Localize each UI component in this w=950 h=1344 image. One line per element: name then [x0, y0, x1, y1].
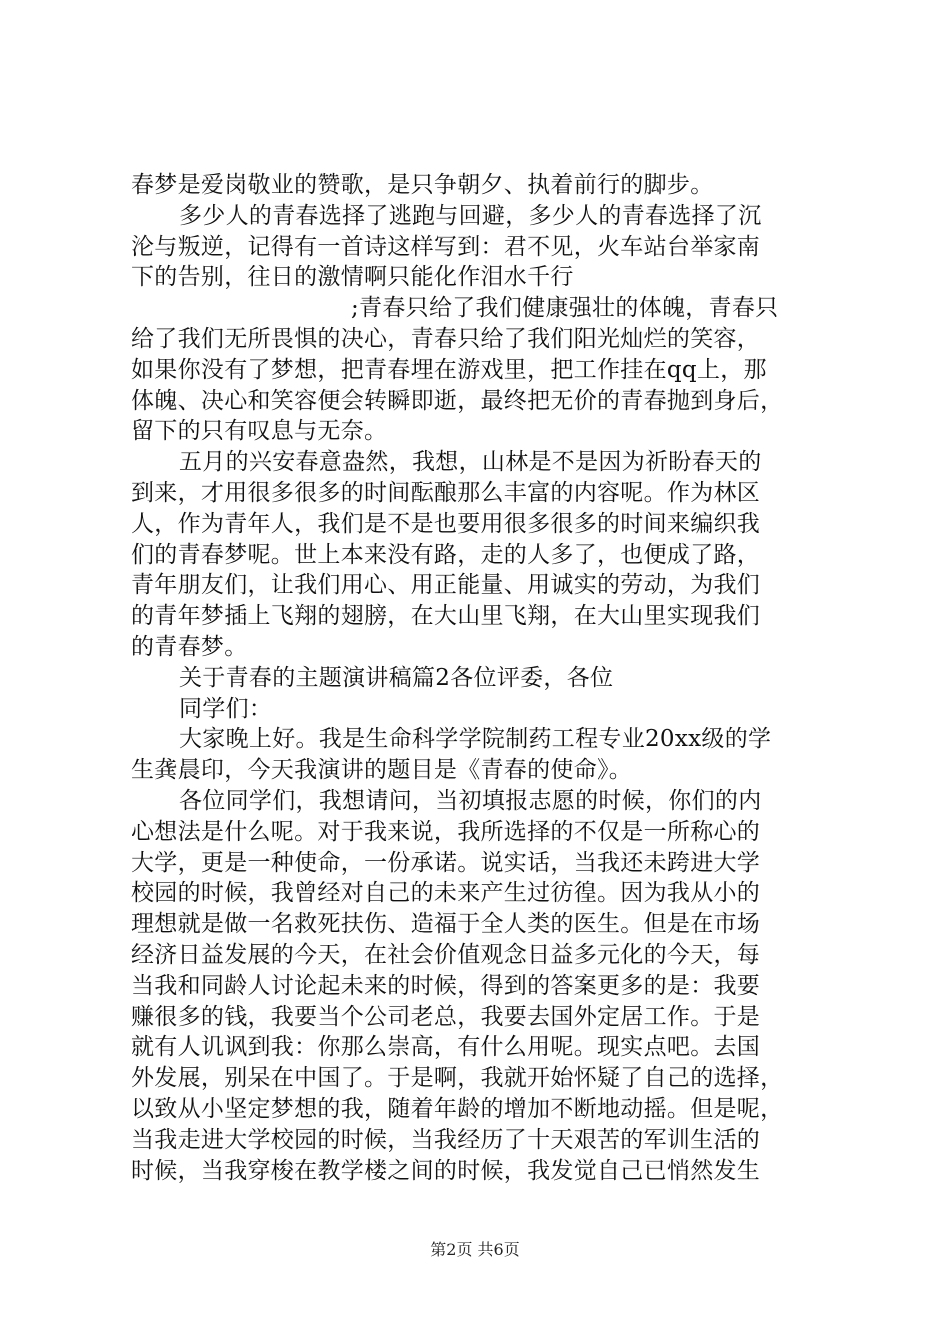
text-line: 留下的只有叹息与无奈。 — [131, 418, 388, 445]
text-line: 各位同学们，我想请问，当初填报志愿的时候，你们的内 — [179, 787, 762, 814]
text-line: 大学，更是一种使命，一份承诺。说实话，当我还未跨进大学 — [131, 849, 761, 876]
document-body — [131, 170, 841, 1186]
text-line: 体魄、决心和笑容便会转瞬即逝，最终把无价的青春抛到身后， — [131, 387, 784, 414]
text-line: 们的青春梦呢。世上本来没有路，走的人多了，也便成了路， — [131, 541, 761, 568]
text-line: 校园的时候，我曾经对自己的未来产生过彷徨。因为我从小的 — [131, 880, 761, 907]
text-line: 人，作为青年人，我们是不是也要用很多很多的时间来编织我 — [131, 510, 761, 537]
text-line: 时候，当我穿梭在教学楼之间的时候，我发觉自己已悄然发生 — [131, 1157, 761, 1184]
text-line: 同学们： — [179, 695, 273, 722]
text-line: 经济日益发展的今天，在社会价值观念日益多元化的今天，每 — [131, 941, 761, 968]
text-line: 的青年梦插上飞翔的翅膀，在大山里飞翔，在大山里实现我们 — [131, 603, 761, 630]
text-line: 如果你没有了梦想，把青春埋在游戏里，把工作挂在qq上，那 — [131, 356, 767, 383]
text-line: 就有人讥讽到我：你那么崇高，有什么用呢。现实点吧。去国 — [131, 1034, 761, 1061]
text-line: 青年朋友们，让我们用心、用正能量、用诚实的劳动，为我们 — [131, 572, 761, 599]
text-line: ;青春只给了我们健康强壮的体魄，青春只 — [351, 295, 779, 322]
page-number-footer: 第2页 共6页 — [430, 1240, 520, 1259]
text-line: 以致从小坚定梦想的我，随着年龄的增加不断地动摇。但是呢， — [131, 1095, 784, 1122]
text-line: 心想法是什么呢。对于我来说，我所选择的不仅是一所称心的 — [131, 818, 761, 845]
text-line: 春梦是爱岗敬业的赞歌，是只争朝夕、执着前行的脚步。 — [131, 172, 714, 198]
text-line: 的青春梦。 — [131, 633, 248, 660]
text-line: 五月的兴安春意盎然，我想，山林是不是因为祈盼春天的 — [179, 449, 762, 476]
section-heading: 关于青春的主题演讲稿篇2各位评委，各位 — [179, 664, 614, 691]
text-line: 给了我们无所畏惧的决心，青春只给了我们阳光灿烂的笑容， — [131, 325, 761, 352]
text-line: 到来，才用很多很多的时间酝酿那么丰富的内容呢。作为林区 — [131, 479, 761, 506]
text-line: 多少人的青春选择了逃跑与回避，多少人的青春选择了沉 — [179, 202, 762, 229]
text-line: 当我走进大学校园的时候，当我经历了十天艰苦的军训生活的 — [131, 1126, 761, 1153]
text-line: 外发展，别呆在中国了。于是啊，我就开始怀疑了自己的选择， — [131, 1065, 784, 1092]
text-line: 理想就是做一名救死扶伤、造福于全人类的医生。但是在市场 — [131, 911, 761, 938]
text-line: 当我和同龄人讨论起未来的时候，得到的答案更多的是：我要 — [131, 972, 761, 999]
text-line: 沦与叛逆，记得有一首诗这样写到：君不见，火车站台举家南 — [131, 233, 761, 260]
text-line: 下的告别，往日的激情啊只能化作泪水千行 — [131, 264, 574, 291]
text-line: 生龚晨印，今天我演讲的题目是《青春的使命》。 — [131, 757, 633, 784]
text-line: 赚很多的钱，我要当个公司老总，我要去国外定居工作。于是 — [131, 1003, 761, 1030]
text-line: 大家晚上好。我是生命科学学院制药工程专业20xx级的学 — [179, 726, 772, 753]
